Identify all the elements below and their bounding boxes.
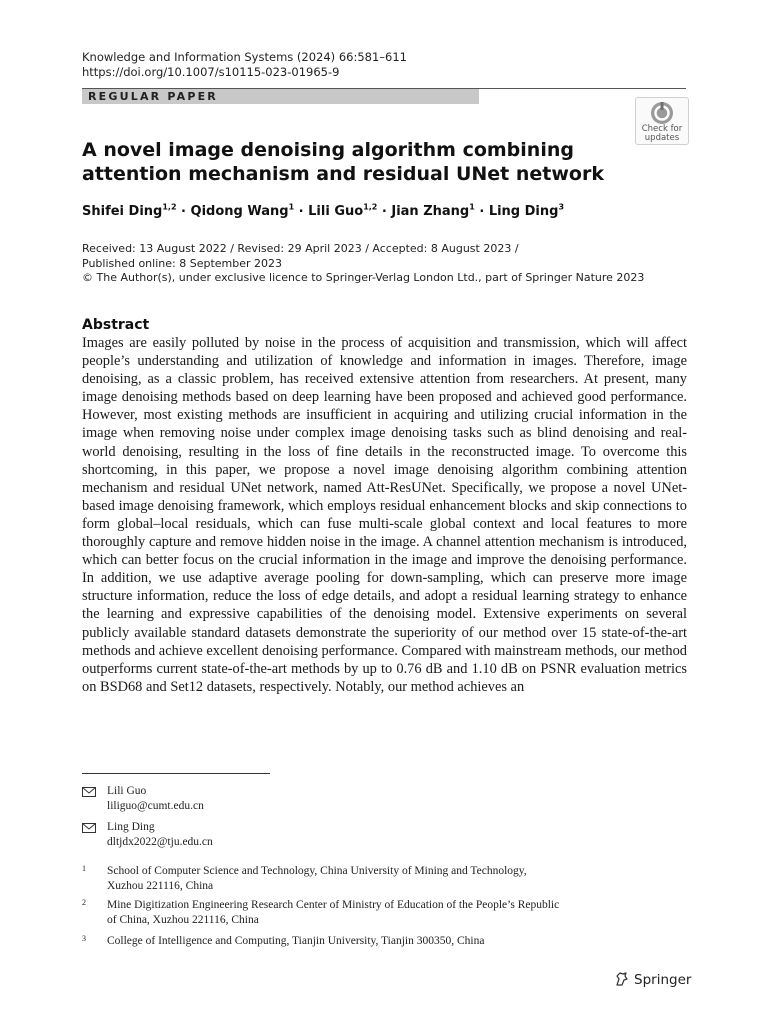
author-separator: · — [381, 204, 392, 220]
author[interactable]: Lili Guo$^{1,2}$ — [308, 203, 378, 220]
publication-history — [82, 242, 644, 286]
affiliation-line: of China, Xuzhou 221116, China — [107, 914, 259, 926]
publisher-name: Springer — [634, 972, 692, 988]
affiliation-line: College of Intelligence and Computing, Tianjin University, Tianjin 300350, China — [107, 935, 485, 947]
abstract-heading: Abstract — [82, 317, 150, 333]
check-for-updates-badge[interactable] — [635, 97, 689, 145]
affiliation-line: Mine Digitization Engineering Research Center of Ministry of Education of the People’s Republic — [107, 899, 560, 911]
author[interactable]: Shifei Ding$^{1,2}$ — [82, 203, 177, 220]
check-for-updates-icon — [650, 101, 674, 125]
journal-citation: Knowledge and Information Systems (2024) 66:581–611 — [82, 50, 407, 64]
author-separator: · — [479, 204, 489, 220]
section-bar — [82, 89, 479, 104]
affiliation-number: 1 — [82, 864, 86, 873]
history-line: Published online: 8 September 2023 — [82, 256, 282, 270]
paper-title: A novel image denoising algorithm combining attention mechanism and residual UNet network — [82, 139, 604, 185]
publisher-logo — [614, 971, 691, 988]
badge-label-2: updates — [644, 133, 680, 143]
envelope-icon — [82, 787, 96, 797]
author-separator: · — [298, 204, 309, 220]
author-list — [82, 203, 564, 219]
badge-label-1: Check for — [641, 124, 683, 134]
affiliation-number: 3 — [82, 934, 86, 943]
author[interactable]: Ling Ding$^3$ — [488, 203, 565, 220]
abstract-body: Images are easily polluted by noise in the process of acquisition and transmission, which will affect people’s understanding and utilization of knowledge and information in images. Therefore, image denoising, as a classic problem, has received extensive attention from researchers. At present, many image denoising methods based on deep learning have been proposed and achieved good performance. However, most existing methods are insufficient in acquiring and utilizing crucial information in the image when removing noise under complex image denoising tasks such as blind denoising and real-world denoising, resulting in the loss of fine details in the reconstructed image. To overcome this shortcoming, in this paper, we propose a novel image denoising algorithm combining attention mechanism and residual UNet network, named Att-ResUNet. Specifically, we propose a novel UNet-based image denoising framework, which employs residual enhancement blocks and skip connections to form global–local residuals, which can fuse multi-scale global context and local features to more thoroughly capture and remove hidden noise in the image. A channel attention mechanism is introduced, which can better focus on the crucial information in the image and improve the denoising performance. In addition, we use adaptive average pooling for down-sampling, which can preserve more image structure information, reduce the loss of edge details, and adopt a residual learning strategy to enhance the learning and expressive capabilities of the denoising model. Extensive experiments on several publicly available standard datasets demonstrate the superiority of our method over 15 state-of-the-art methods and achieve excellent denoising performance. Compared with mainstream methods, our method outperforms current state-of-the-art methods by up to 0.76 dB and 1.10 dB on PSNR evaluation metrics on BSD68 and Set12 datasets, respectively. Notably, our method achieves an — [82, 335, 687, 695]
contact-name: Ling Ding — [107, 821, 155, 833]
affiliation-line: School of Computer Science and Technology, China University of Mining and Technology, — [107, 865, 527, 877]
springer-horse-icon — [614, 971, 630, 987]
contact-email[interactable]: dltjdx2022@tju.edu.cn — [107, 836, 213, 848]
affiliation-number: 2 — [82, 898, 86, 907]
section-label: REGULAR PAPER — [88, 90, 218, 103]
contact-email[interactable]: liliguo@cumt.edu.cn — [107, 800, 204, 812]
footnote-rule — [82, 773, 270, 774]
author-separator: · — [181, 204, 191, 220]
author[interactable]: Qidong Wang$^1$ — [190, 203, 295, 220]
contact-name: Lili Guo — [107, 785, 147, 797]
doi-link[interactable]: https://doi.org/10.1007/s10115-023-01965-9 — [82, 65, 340, 79]
history-line: Received: 13 August 2022 / Revised: 29 April 2023 / Accepted: 8 August 2023 / — [82, 242, 519, 255]
affiliation-line: Xuzhou 221116, China — [107, 880, 214, 892]
author[interactable]: Jian Zhang$^1$ — [391, 203, 475, 220]
envelope-icon — [82, 823, 96, 833]
copyright-line: © The Author(s), under exclusive licence to Springer-Verlag London Ltd., part of Springer Nature 2023 — [82, 271, 645, 284]
journal-header — [82, 50, 407, 80]
